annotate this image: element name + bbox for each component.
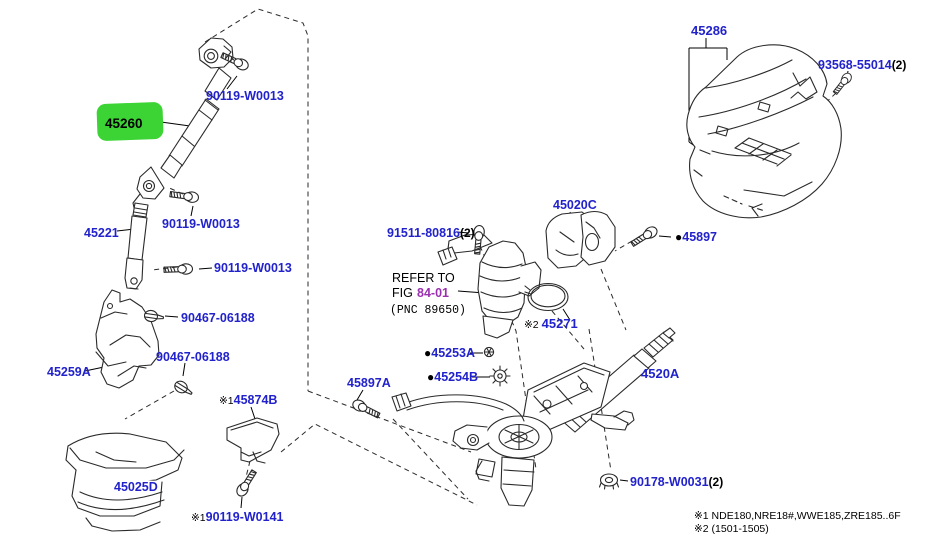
- label-90178-w0031[interactable]: 90178-W0031(2): [630, 475, 724, 489]
- housing-45020c-drawing: [546, 212, 615, 269]
- label-4520a[interactable]: 4520A: [641, 366, 680, 381]
- fig-word-text: FIG: [392, 286, 413, 300]
- pnc-89650-text: (PNC 89650): [390, 304, 466, 317]
- label-45897a[interactable]: 45897A: [347, 376, 391, 390]
- label-45025d[interactable]: 45025D: [114, 480, 158, 494]
- label-45874b[interactable]: ※145874B: [219, 393, 278, 407]
- label-45020c[interactable]: 45020C: [553, 198, 597, 212]
- label-90467-06188-lower[interactable]: 90467-06188: [156, 350, 230, 364]
- label-45253a[interactable]: ●45253A: [424, 346, 476, 360]
- fig-84-01-link[interactable]: 84-01: [417, 286, 449, 300]
- label-93568-55014[interactable]: 93568-55014(2): [818, 58, 907, 72]
- label-45286[interactable]: 45286: [691, 23, 728, 38]
- refer-to-text: REFER TO: [392, 271, 455, 285]
- label-90119-w0141[interactable]: ※190119-W0141: [191, 510, 284, 524]
- footnote-applicability: ※1 NDE180,NRE18#,WWE185,ZRE185..6F: [694, 510, 901, 522]
- label-45260[interactable]: 45260: [105, 116, 143, 131]
- label-90119-w0013-middle[interactable]: 90119-W0013: [162, 217, 240, 231]
- label-45259a[interactable]: 45259A: [47, 365, 91, 379]
- label-91511-80816[interactable]: 91511-80816(2): [387, 226, 475, 240]
- nut-45253a-drawing: [484, 347, 493, 356]
- label-90119-w0013-lower[interactable]: 90119-W0013: [214, 261, 292, 275]
- footnote-date-range: ※2 (1501-1505): [694, 523, 769, 534]
- label-45271[interactable]: ※2 45271: [524, 316, 578, 331]
- label-45897[interactable]: ●45897: [675, 230, 718, 244]
- label-90467-06188-upper[interactable]: 90467-06188: [181, 311, 255, 325]
- label-90119-w0013-upper[interactable]: 90119-W0013: [206, 89, 284, 103]
- washer-45254b-drawing: [490, 366, 510, 386]
- label-45221[interactable]: 45221: [84, 226, 119, 240]
- label-45254b[interactable]: ●45254B: [427, 370, 479, 384]
